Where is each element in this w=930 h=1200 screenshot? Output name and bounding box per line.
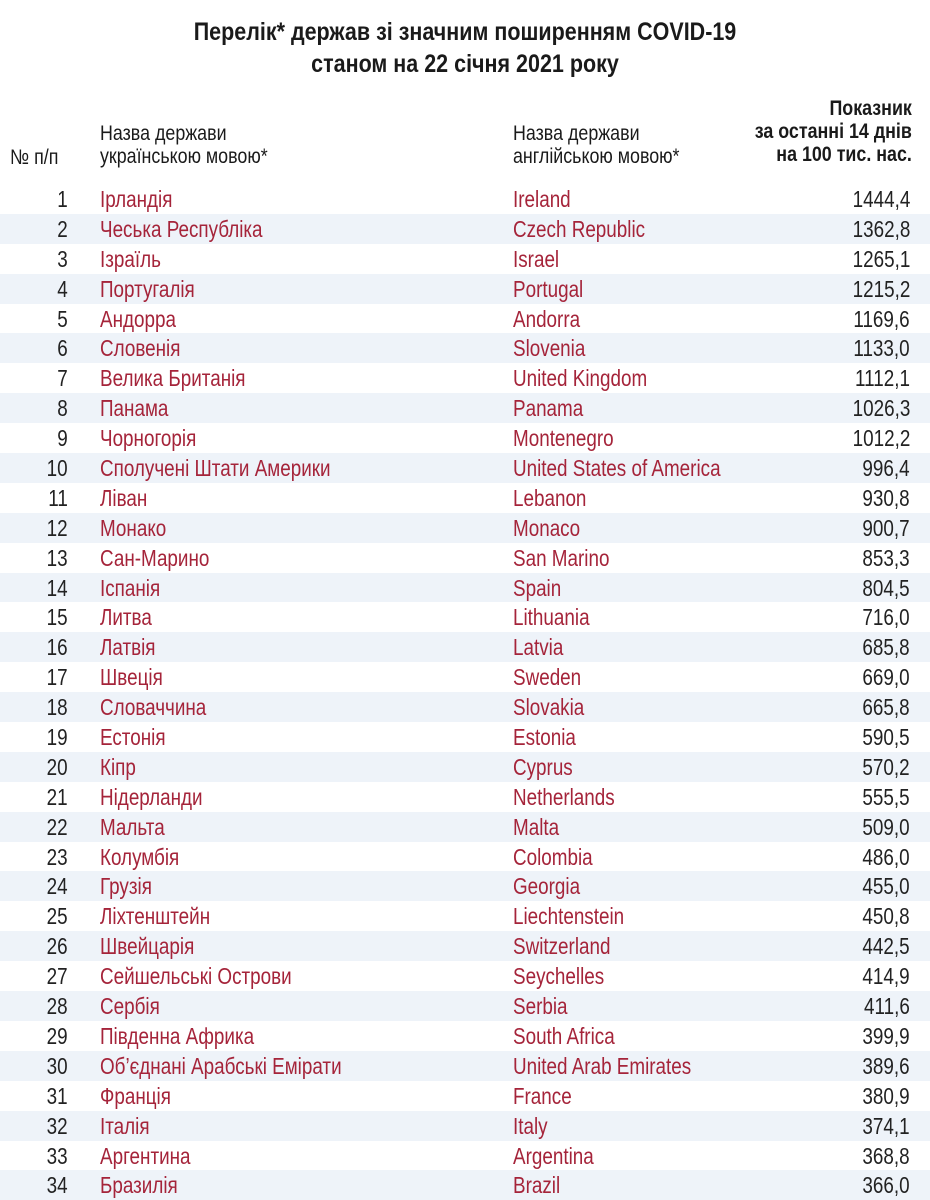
row-number: 15 — [47, 604, 68, 631]
country-name-english: United States of America — [513, 455, 721, 482]
country-name-ukrainian: Ірландія — [100, 186, 173, 212]
country-name-ukrainian: Об’єднані Арабські Емірати — [100, 1052, 342, 1079]
header-rate — [755, 97, 912, 166]
table-row — [0, 692, 930, 722]
incidence-value: 442,5 — [862, 933, 910, 960]
incidence-value: 486,0 — [862, 843, 910, 870]
country-table — [0, 184, 930, 1200]
header-ukrainian-name-line-2: українською мовою* — [100, 145, 268, 168]
row-number: 10 — [47, 455, 68, 482]
country-name-ukrainian: Ліхтенштейн — [100, 903, 211, 930]
row-number: 4 — [57, 275, 68, 302]
country-name-english: Andorra — [513, 305, 581, 332]
table-row — [0, 333, 930, 363]
row-number: 21 — [47, 783, 68, 810]
country-name-english: Cyprus — [513, 753, 573, 780]
country-name-english: Argentina — [513, 1142, 594, 1169]
table-row — [0, 871, 930, 901]
incidence-value: 930,8 — [862, 484, 910, 511]
country-name-english: Latvia — [513, 634, 564, 661]
row-number: 34 — [47, 1172, 68, 1199]
row-number: 2 — [57, 215, 68, 242]
header-english-name — [513, 122, 680, 168]
row-number: 26 — [47, 933, 68, 960]
country-name-ukrainian: Італія — [100, 1112, 150, 1139]
row-number: 13 — [47, 544, 68, 571]
table-row — [0, 483, 930, 513]
row-number: 29 — [47, 1022, 68, 1049]
incidence-value: 669,0 — [862, 664, 910, 691]
country-name-ukrainian: Кіпр — [100, 753, 136, 780]
table-row — [0, 1141, 930, 1171]
row-number: 32 — [47, 1112, 68, 1139]
incidence-value: 368,8 — [862, 1142, 910, 1169]
table-row — [0, 1170, 930, 1200]
row-number: 18 — [47, 694, 68, 721]
country-name-english: Czech Republic — [513, 215, 646, 242]
country-name-english: United Kingdom — [513, 365, 648, 392]
country-name-english: South Africa — [513, 1022, 615, 1049]
table-row — [0, 991, 930, 1021]
incidence-value: 1215,2 — [852, 275, 910, 302]
country-name-ukrainian: Монако — [100, 514, 167, 541]
row-number: 20 — [47, 753, 68, 780]
country-name-english: United Arab Emirates — [513, 1052, 692, 1079]
country-name-ukrainian: Естонія — [100, 724, 166, 751]
row-number: 33 — [47, 1142, 68, 1169]
row-number: 31 — [47, 1082, 68, 1109]
incidence-value: 853,3 — [862, 544, 910, 571]
country-name-english: Israel — [513, 245, 560, 272]
row-number: 27 — [47, 963, 68, 990]
country-name-ukrainian: Велика Британія — [100, 365, 246, 392]
row-number: 12 — [47, 514, 68, 541]
incidence-value: 555,5 — [862, 783, 910, 810]
row-number: 24 — [47, 873, 68, 900]
incidence-value: 455,0 — [862, 873, 910, 900]
incidence-value: 1362,8 — [852, 215, 910, 242]
table-row — [0, 632, 930, 662]
table-row — [0, 1021, 930, 1051]
country-name-english: Netherlands — [513, 783, 615, 810]
incidence-value: 665,8 — [862, 694, 910, 721]
incidence-value: 1169,6 — [853, 305, 910, 332]
incidence-value: 509,0 — [862, 813, 910, 840]
table-row — [0, 662, 930, 692]
incidence-value: 1026,3 — [852, 395, 910, 422]
table-row — [0, 214, 930, 244]
country-name-english: Lebanon — [513, 484, 587, 511]
row-number: 17 — [47, 664, 68, 691]
table-row — [0, 453, 930, 483]
country-name-english: Seychelles — [513, 963, 605, 990]
incidence-value: 1265,1 — [852, 245, 910, 272]
table-row — [0, 543, 930, 573]
country-name-english: Lithuania — [513, 604, 590, 631]
country-name-ukrainian: Андорра — [100, 305, 176, 332]
country-name-ukrainian: Словаччина — [100, 694, 207, 721]
country-name-ukrainian: Чорногорія — [100, 425, 197, 452]
incidence-value: 590,5 — [862, 724, 910, 751]
incidence-value: 399,9 — [862, 1022, 910, 1049]
row-number: 5 — [57, 305, 68, 332]
country-name-english: Malta — [513, 813, 560, 840]
table-row — [0, 901, 930, 931]
country-name-ukrainian: Південна Африка — [100, 1022, 255, 1049]
header-number: № п/п — [10, 146, 59, 169]
row-number: 22 — [47, 813, 68, 840]
country-name-english: Serbia — [513, 993, 568, 1020]
table-row — [0, 961, 930, 991]
country-name-ukrainian: Чеська Республіка — [100, 215, 263, 242]
table-row — [0, 573, 930, 603]
row-number: 19 — [47, 724, 68, 751]
table-row — [0, 812, 930, 842]
table-row — [0, 274, 930, 304]
country-name-ukrainian: Сполучені Штати Америки — [100, 455, 331, 482]
row-number: 8 — [57, 395, 68, 422]
incidence-value: 411,6 — [864, 993, 910, 1020]
incidence-value: 685,8 — [862, 634, 910, 661]
table-row — [0, 782, 930, 812]
row-number: 14 — [47, 574, 68, 601]
country-name-english: San Marino — [513, 544, 610, 571]
country-name-english: Estonia — [513, 724, 576, 751]
table-row — [0, 184, 930, 214]
country-name-english: Sweden — [513, 664, 582, 691]
country-name-ukrainian: Колумбія — [100, 843, 180, 870]
incidence-value: 570,2 — [862, 753, 910, 780]
incidence-value: 1133,0 — [853, 335, 910, 362]
header-english-name-line-2: англійською мовою* — [513, 145, 680, 168]
country-name-english: Ireland — [513, 186, 571, 212]
table-row — [0, 722, 930, 752]
incidence-value: 450,8 — [862, 903, 910, 930]
header-ukrainian-name-line-1: Назва держави — [100, 122, 227, 145]
country-name-ukrainian: Грузія — [100, 873, 152, 900]
country-name-ukrainian: Сан-Марино — [100, 544, 210, 571]
incidence-value: 414,9 — [862, 963, 910, 990]
country-name-english: Slovenia — [513, 335, 586, 362]
header-rate-line-2: за останні 14 днів — [754, 120, 912, 143]
row-number: 11 — [48, 484, 68, 511]
row-number: 6 — [57, 335, 68, 362]
country-name-english: Portugal — [513, 275, 584, 302]
country-name-english: Colombia — [513, 843, 593, 870]
country-name-english: Switzerland — [513, 933, 611, 960]
country-name-ukrainian: Панама — [100, 395, 169, 422]
country-name-english: Monaco — [513, 514, 581, 541]
row-number: 28 — [47, 993, 68, 1020]
table-row — [0, 423, 930, 453]
row-number: 25 — [47, 903, 68, 930]
row-number: 9 — [57, 425, 68, 452]
row-number: 3 — [57, 245, 68, 272]
page-title — [65, 16, 865, 80]
title-line-2: станом на 22 січня 2021 року — [311, 50, 619, 78]
table-row — [0, 1051, 930, 1081]
country-name-ukrainian: Бразилія — [100, 1172, 178, 1199]
country-name-ukrainian: Аргентина — [100, 1142, 191, 1169]
country-name-english: Georgia — [513, 873, 581, 900]
country-name-ukrainian: Франція — [100, 1082, 171, 1109]
table-row — [0, 752, 930, 782]
country-name-ukrainian: Сербія — [100, 993, 160, 1020]
country-name-ukrainian: Ліван — [100, 484, 148, 511]
incidence-value: 380,9 — [862, 1082, 910, 1109]
country-name-ukrainian: Латвія — [100, 634, 156, 661]
table-row — [0, 513, 930, 543]
table-row — [0, 244, 930, 274]
table-row — [0, 602, 930, 632]
row-number: 16 — [47, 634, 68, 661]
country-name-ukrainian: Словенія — [100, 335, 181, 362]
header-english-name-line-1: Назва держави — [513, 122, 640, 145]
table-row — [0, 304, 930, 334]
header-ukrainian-name — [100, 122, 268, 168]
country-name-ukrainian: Литва — [100, 604, 152, 631]
row-number: 23 — [47, 843, 68, 870]
country-name-ukrainian: Ізраїль — [100, 245, 161, 272]
incidence-value: 716,0 — [862, 604, 910, 631]
country-name-english: Slovakia — [513, 694, 585, 721]
country-name-ukrainian: Іспанія — [100, 574, 161, 601]
title-line-1: Перелік* держав зі значним поширенням COVID-19 — [193, 18, 737, 46]
country-name-english: Panama — [513, 395, 584, 422]
incidence-value: 996,4 — [862, 455, 910, 482]
incidence-value: 366,0 — [862, 1172, 910, 1199]
row-number: 30 — [47, 1052, 68, 1079]
country-name-ukrainian: Нідерланди — [100, 783, 203, 810]
table-row — [0, 1081, 930, 1111]
incidence-value: 1444,4 — [852, 186, 910, 212]
incidence-value: 389,6 — [862, 1052, 910, 1079]
country-name-ukrainian: Португалія — [100, 275, 195, 302]
country-name-english: Brazil — [513, 1172, 561, 1199]
table-row — [0, 363, 930, 393]
incidence-value: 900,7 — [862, 514, 910, 541]
header-rate-line-3: на 100 тис. нас. — [776, 143, 912, 166]
table-row — [0, 393, 930, 423]
country-name-english: France — [513, 1082, 572, 1109]
country-name-ukrainian: Сейшельські Острови — [100, 963, 292, 990]
table-row — [0, 1111, 930, 1141]
table-row — [0, 931, 930, 961]
country-name-ukrainian: Швейцарія — [100, 933, 195, 960]
country-name-english: Italy — [513, 1112, 548, 1139]
row-number: 1 — [57, 186, 68, 212]
country-name-ukrainian: Мальта — [100, 813, 165, 840]
incidence-value: 804,5 — [862, 574, 910, 601]
country-name-english: Liechtenstein — [513, 903, 625, 930]
country-name-ukrainian: Швеція — [100, 664, 163, 691]
table-row — [0, 842, 930, 872]
row-number: 7 — [57, 365, 68, 392]
incidence-value: 1112,1 — [855, 365, 910, 392]
incidence-value: 1012,2 — [852, 425, 910, 452]
incidence-value: 374,1 — [862, 1112, 910, 1139]
header-rate-line-1: Показник — [829, 97, 912, 120]
country-name-english: Spain — [513, 574, 562, 601]
country-name-english: Montenegro — [513, 425, 614, 452]
